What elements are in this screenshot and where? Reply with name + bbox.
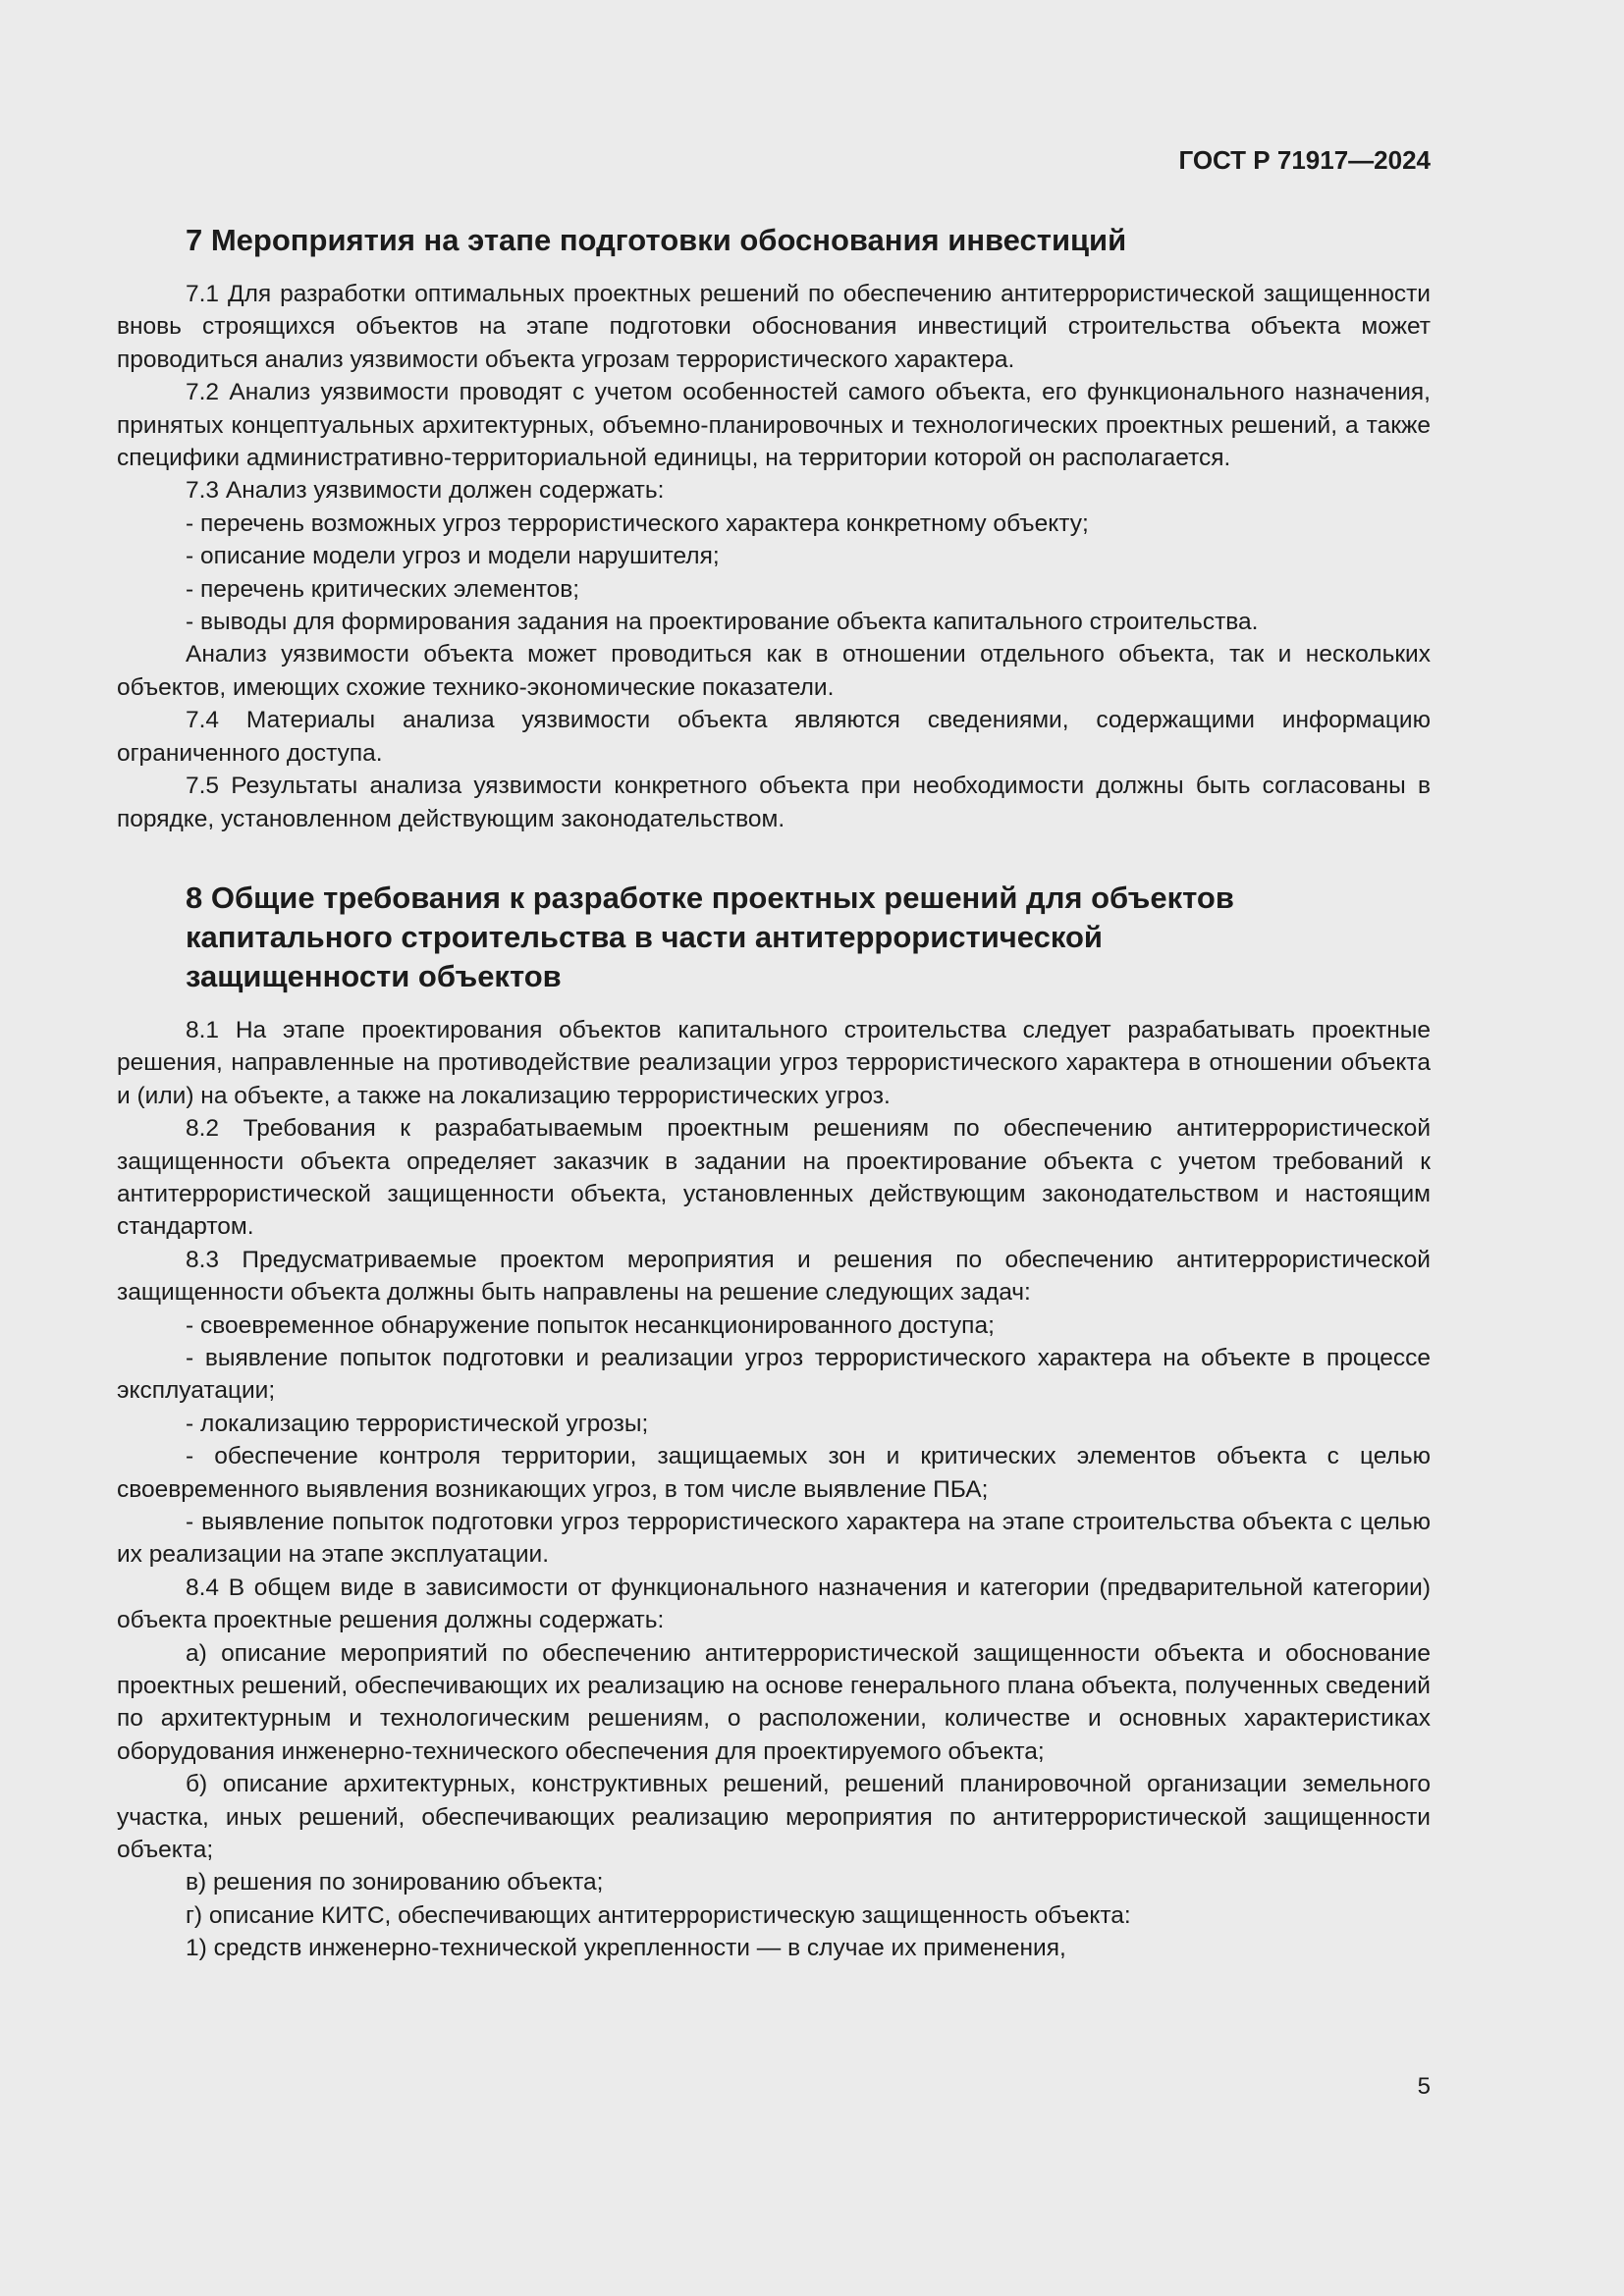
page-number: 5 <box>1417 2073 1431 2100</box>
section-8-body <box>117 1014 1431 1965</box>
section-8-title-line: капитального строительства в части антитеррористической <box>186 919 1103 954</box>
paragraph-8-2: 8.2 Требования к разрабатываемым проектным решениям по обеспечению антитеррористической защищенности объекта определяет заказчик в задании на проектирование объекта с учетом требований к антитеррористической защищенности объекта, установленных действующим законодательством и настоящим стандартом. <box>117 1115 1431 1241</box>
paragraph-7-3: 7.3 Анализ уязвимости должен содержать: <box>186 477 665 505</box>
section-8-title-line: 8 Общие требования к разработке проектных решений для объектов <box>186 880 1234 915</box>
list-item: - выводы для формирования задания на проектирование объекта капитального строительства. <box>186 609 1259 636</box>
paragraph-7-3-note: Анализ уязвимости объекта может проводиться как в отношении отдельного объекта, так и нескольких объектов, имеющих схожие технико-экономические показатели. <box>117 641 1431 701</box>
paragraph-7-4: 7.4 Материалы анализа уязвимости объекта являются сведениями, содержащими информацию ограниченного доступа. <box>117 707 1431 767</box>
paragraph-8-4-a: а) описание мероприятий по обеспечению антитеррористической защищенности объекта и обоснование проектных решений, обеспечивающих их реализацию на основе генерального плана объекта, полученных сведений по архитектурным и технологическим решениям, о расположении, количестве и основных характеристиках оборудования инженерно-технического обеспечения для проектируемого объекта; <box>117 1639 1431 1765</box>
list-item: - перечень критических элементов; <box>186 575 580 603</box>
paragraph-7-5: 7.5 Результаты анализа уязвимости конкретного объекта при необходимости должны быть согласованы в порядке, установленном действующим законодательством. <box>117 773 1431 832</box>
paragraph-8-4-v: в) решения по зонированию объекта; <box>186 1869 604 1896</box>
list-item: - перечень возможных угроз террористического характера конкретному объекту; <box>186 509 1089 537</box>
paragraph-8-4: 8.4 В общем виде в зависимости от функционального назначения и категории (предварительной категории) объекта проектные решения должны содержать: <box>117 1574 1431 1634</box>
paragraph-7-2: 7.2 Анализ уязвимости проводят с учетом особенностей самого объекта, его функционального назначения, принятых концептуальных архитектурных, объемно-планировочных и технологических проектных решений, а также специфики административно-территориальной единицы, на территории которой он располагается. <box>117 379 1431 472</box>
section-7-body <box>117 278 1431 835</box>
section-8-title <box>117 879 1431 996</box>
page-content <box>117 221 1431 1965</box>
list-item: - локализацию террористической угрозы; <box>186 1410 649 1437</box>
list-item: - своевременное обнаружение попыток несанкционированного доступа; <box>186 1311 995 1339</box>
paragraph-8-4-g-1: 1) средств инженерно-технической укрепленности — в случае их применения, <box>186 1935 1066 1962</box>
section-8-title-line: защищенности объектов <box>186 958 562 993</box>
paragraph-8-4-g: г) описание КИТС, обеспечивающих антитеррористическую защищенность объекта: <box>186 1901 1131 1929</box>
paragraph-8-3: 8.3 Предусматриваемые проектом мероприятия и решения по обеспечению антитеррористической защищенности объекта должны быть направлены на решение следующих задач: <box>117 1246 1431 1307</box>
document-code-header: ГОСТ Р 71917—2024 <box>1178 145 1431 175</box>
list-item: - выявление попыток подготовки и реализации угроз террористического характера на объекте в процессе эксплуатации; <box>117 1344 1431 1405</box>
list-item: - описание модели угроз и модели нарушителя; <box>186 543 720 570</box>
paragraph-8-4-b: б) описание архитектурных, конструктивных решений, решений планировочной организации земельного участка, иных решений, обеспечивающих реализацию мероприятия по антитеррористической защищенности объекта; <box>117 1771 1431 1864</box>
paragraph-8-1: 8.1 На этапе проектирования объектов капитального строительства следует разрабатывать проектные решения, направленные на противодействие реализации угроз террористического характера в отношении объекта и (или) на объекте, а также на локализацию террористических угроз. <box>117 1016 1431 1109</box>
section-7-3-list <box>117 507 1431 639</box>
section-7-title: 7 Мероприятия на этапе подготовки обоснования инвестиций <box>186 223 1127 257</box>
paragraph-7-1: 7.1 Для разработки оптимальных проектных решений по обеспечению антитеррористической защищенности вновь строящихся объектов на этапе подготовки обоснования инвестиций строительства объекта может проводиться анализ уязвимости объекта угрозам террористического характера. <box>117 281 1431 373</box>
list-item: - обеспечение контроля территории, защищаемых зон и критических элементов объекта с целью своевременного выявления возникающих угроз, в том числе выявление ПБА; <box>117 1443 1431 1503</box>
list-item: - выявление попыток подготовки угроз террористического характера на этапе строительства объекта с целью их реализации на этапе эксплуатации. <box>117 1509 1431 1569</box>
